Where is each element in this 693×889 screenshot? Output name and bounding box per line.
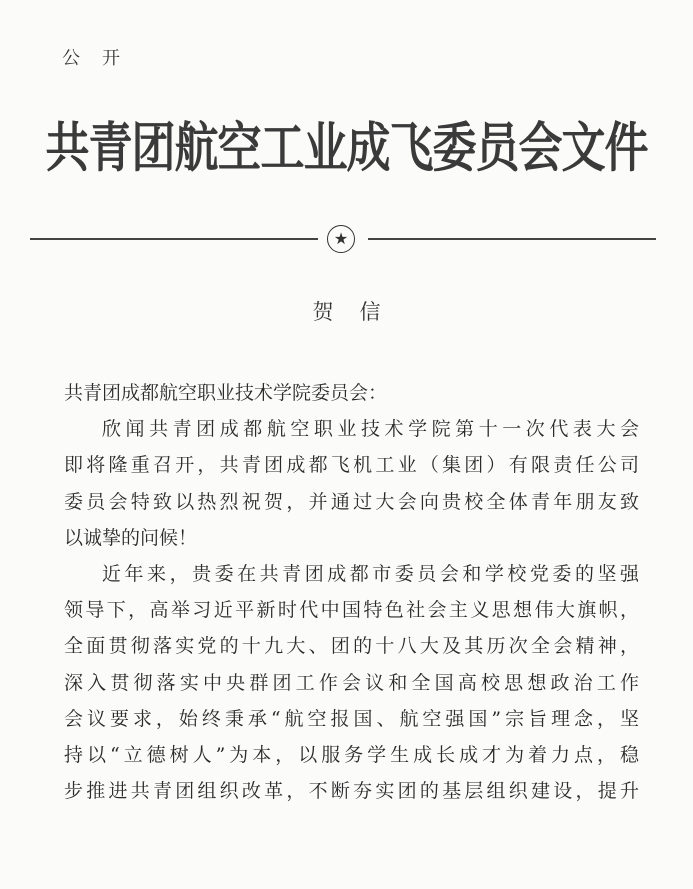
body-line: 近年来，贵委在共青团成都市委员会和学校党委的坚强 xyxy=(102,563,639,586)
body-line: 持以“立德树人”为本，以服务学生成长成才为着力点，稳 xyxy=(64,744,639,767)
body-line: 全面贯彻落实党的十九大、团的十八大及其历次全会精神， xyxy=(64,635,639,658)
issuer-header: 共青团航空工业成飞委员会文件 xyxy=(45,117,648,180)
body-line: 即将隆重召开，共青团成都飞机工业（集团）有限责任公司 xyxy=(64,454,639,477)
body-line: 步推进共青团组织改革，不断夯实团的基层组织建设，提升 xyxy=(64,780,639,803)
star-emblem-icon: ★ xyxy=(327,225,355,253)
salutation: 共青团成都航空职业技术学院委员会： xyxy=(64,382,388,404)
body-line: 领导下，高举习近平新时代中国特色社会主义思想伟大旗帜， xyxy=(64,599,639,622)
letter-body xyxy=(64,375,639,809)
document-title: 贺信 xyxy=(312,300,407,324)
body-line: 欣闻共青团成都航空职业技术学院第十一次代表大会 xyxy=(102,418,639,441)
header-rule-left xyxy=(30,238,318,240)
body-line: 委员会特致以热烈祝贺，并通过大会向贵校全体青年朋友致 xyxy=(64,490,639,513)
classification-label: 公开 xyxy=(62,48,142,69)
header-rule-right xyxy=(368,238,656,240)
body-line: 以诚挚的问候！ xyxy=(64,526,198,549)
body-line: 会议要求，始终秉承“航空报国、航空强国”宗旨理念，坚 xyxy=(64,707,639,730)
body-line: 深入贯彻落实中央群团工作会议和全国高校思想政治工作 xyxy=(64,671,639,694)
